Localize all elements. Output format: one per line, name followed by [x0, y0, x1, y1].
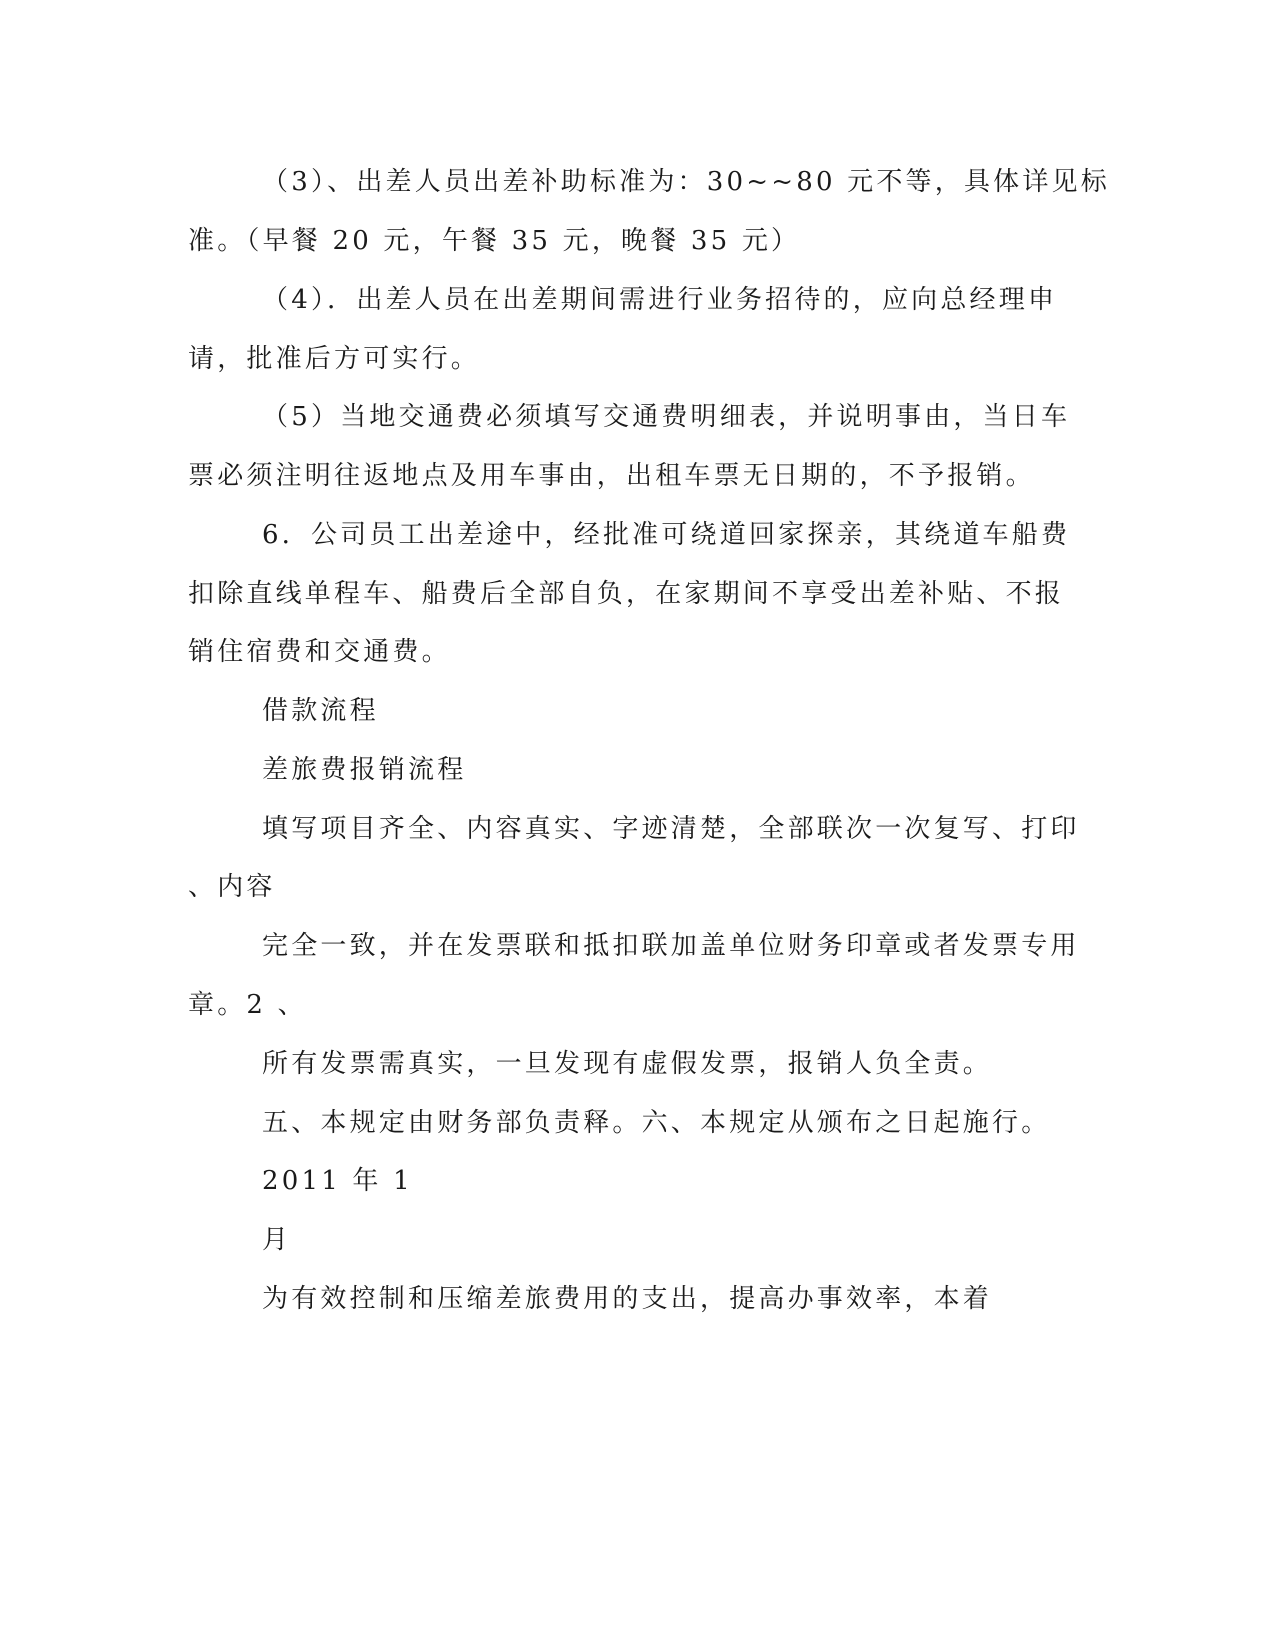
section-heading: 借款流程 — [262, 696, 379, 726]
paragraph-line: 完全一致，并在发票联和抵扣联加盖单位财务印章或者发票专用 — [262, 931, 1080, 961]
paragraph-line: 章。2 、 — [188, 990, 307, 1020]
paragraph-line: 、内容 — [188, 872, 276, 902]
paragraph-line: （5）当地交通费必须填写交通费明细表，并说明事由，当日车 — [262, 402, 1071, 432]
paragraph-line: 所有发票需真实，一旦发现有虚假发票，报销人负全责。 — [262, 1049, 993, 1079]
paragraph-line: （3）、出差人员出差补助标准为：30~~80 元不等，具体详见标 — [262, 167, 1110, 197]
section-heading: 差旅费报销流程 — [262, 755, 467, 785]
paragraph-line: 准。（早餐 20 元，午餐 35 元，晚餐 35 元） — [188, 226, 801, 256]
paragraph-line: 为有效控制和压缩差旅费用的支出，提高办事效率，本着 — [262, 1284, 993, 1314]
date-line: 月 — [262, 1225, 292, 1255]
date-line: 2011 年 1 — [262, 1166, 413, 1196]
paragraph-line: 五、本规定由财务部负责释。六、本规定从颁布之日起施行。 — [262, 1108, 1051, 1138]
paragraph-line: 填写项目齐全、内容真实、字迹清楚，全部联次一次复写、打印 — [262, 814, 1080, 844]
paragraph-line: 票必须注明往返地点及用车事由，出租车票无日期的，不予报销。 — [188, 461, 1035, 491]
paragraph-line: 扣除直线单程车、船费后全部自负，在家期间不享受出差补贴、不报 — [188, 579, 1065, 609]
paragraph-line: 销住宿费和交通费。 — [188, 637, 451, 667]
paragraph-line: 6．公司员工出差途中，经批准可绕道回家探亲，其绕道车船费 — [262, 520, 1071, 550]
paragraph-line: 请，批准后方可实行。 — [188, 344, 481, 374]
paragraph-line: （4）．出差人员在出差期间需进行业务招待的，应向总经理申 — [262, 285, 1058, 315]
